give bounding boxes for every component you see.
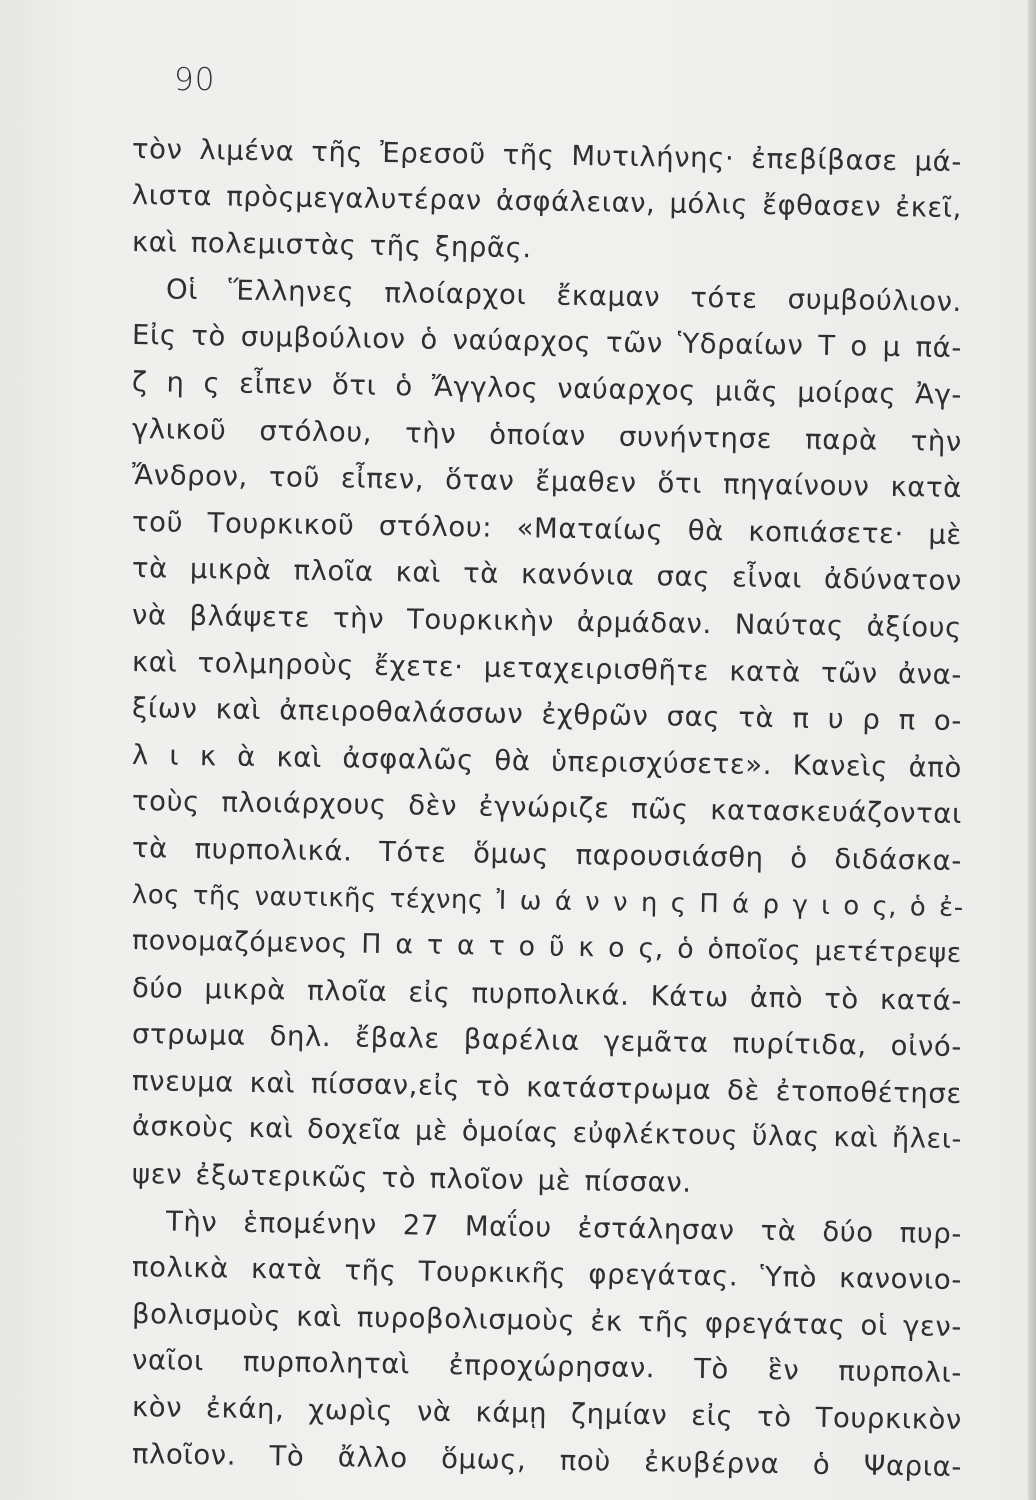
text-line: γλικοῦ στόλου, τὴν ὁποίαν συνήντησε παρὰ τὴν [131, 412, 963, 458]
text-line: λος τῆς ναυτικῆς τέχνης Ἰ ω ά ν ν η ς Π ά ρ γ ι ο ς, ὁ ἐ- [131, 879, 964, 923]
page-binding-edge [1028, 0, 1036, 1500]
text-line: ναῖοι πυρποληταὶ ἐπροχώρησαν. Τὸ ἓν πυρπολι- [131, 1344, 963, 1390]
text-line: Τὴν ἑπομένην 27 Μαΐου ἐστάλησαν τὰ δύο πυρ- [165, 1205, 963, 1250]
text-line: τοῦ Τουρκικοῦ στόλου: «Ματαίως θὰ κοπιάσετε· μὲ [131, 505, 963, 551]
text-line: στρωμα δηλ. ἔβαλε βαρέλια γεμᾶτα πυρίτιδα, οἰνό- [131, 1018, 963, 1064]
text-line: λιστα πρὸςμεγαλυτέραν ἀσφάλειαν, μόλις ἔφθασεν ἐκεῖ, [131, 179, 963, 224]
page-number: 90 [174, 62, 216, 98]
text-line: τὸν λιμένα τῆς Ἐρεσοῦ τῆς Μυτιλήνης· ἐπεβίβασε μά- [131, 133, 963, 179]
text-line: καὶ τολμηροὺς ἔχετε· μεταχειρισθῆτε κατὰ τῶν ἀνα- [131, 645, 963, 691]
text-line: Ἄνδρον, τοῦ εἶπεν, ὅταν ἔμαθεν ὅτι πηγαίνουν κατὰ [131, 459, 963, 505]
text-line: βολισμοὺς καὶ πυροβολισμοὺς ἐκ τῆς φρεγάτας οἱ γεν- [131, 1297, 963, 1343]
text-line: τοὺς πλοιάρχους δὲν ἐγνώριζε πῶς κατασκευάζονται [131, 785, 963, 831]
text-line: ἀσκοὺς καὶ δοχεῖα μὲ ὁμοίας εὐφλέκτους ὕλας καὶ ἤλει- [131, 1111, 963, 1156]
text-line: τὰ μικρὰ πλοῖα καὶ τὰ κανόνια σας εἶναι ἀδύνατον [131, 552, 963, 598]
text-line: δύο μικρὰ πλοῖα εἰς πυρπολικά. Κάτω ἀπὸ τὸ κατά- [131, 971, 963, 1017]
text-line: πολικὰ κατὰ τῆς Τουρκικῆς φρεγάτας. Ὑπὸ κανονιο- [131, 1251, 963, 1297]
text-line: Οἱ Ἕλληνες πλοίαρχοι ἔκαμαν τότε συμβούλιον. [165, 273, 963, 318]
text-line: πλοῖον. Τὸ ἄλλο ὅμως, ποὺ ἐκυβέρνα ὁ Ψαρια- [131, 1437, 963, 1483]
text-line: νὰ βλάψετε τὴν Τουρκικὴν ἀρμάδαν. Ναύτας ἀξίους [131, 598, 963, 644]
text-line: πνευμα καὶ πίσσαν,εἰς τὸ κατάστρωμα δὲ ἐτοποθέτησε [131, 1064, 963, 1110]
text-line: ψεν ἐξωτερικῶς τὸ πλοῖον μὲ πίσσαν. [131, 1158, 692, 1199]
text-line: κὸν ἐκάη, χωρὶς νὰ κάμῃ ζημίαν εἰς τὸ Τουρκικὸν [131, 1391, 963, 1437]
text-line: πονομαζόμενος Π α τ α τ ο ῦ κ ο ς, ὁ ὁποῖος μετέτρεψε [131, 925, 963, 970]
text-line: καὶ πολεμιστὰς τῆς ξηρᾶς. [131, 226, 533, 265]
body-text [131, 126, 964, 1483]
text-line: Εἰς τὸ συμβούλιον ὁ ναύαρχος τῶν Ὑδραίων Τ ο μ πά- [131, 319, 963, 365]
text-line: λ ι κ ὰ καὶ ἀσφαλῶς θὰ ὑπερισχύσετε». Κανεὶς ἀπὸ [131, 738, 963, 784]
text-line: τὰ πυρπολικά. Τότε ὅμως παρουσιάσθη ὁ διδάσκα- [131, 831, 963, 877]
text-line: ζ η ς εἶπεν ὅτι ὁ Ἄγγλος ναύαρχος μιᾶς μοίρας Ἀγ- [131, 365, 963, 412]
text-line: ξίων καὶ ἀπειροθαλάσσων ἐχθρῶν σας τὰ π υ ρ π ο- [131, 692, 963, 738]
